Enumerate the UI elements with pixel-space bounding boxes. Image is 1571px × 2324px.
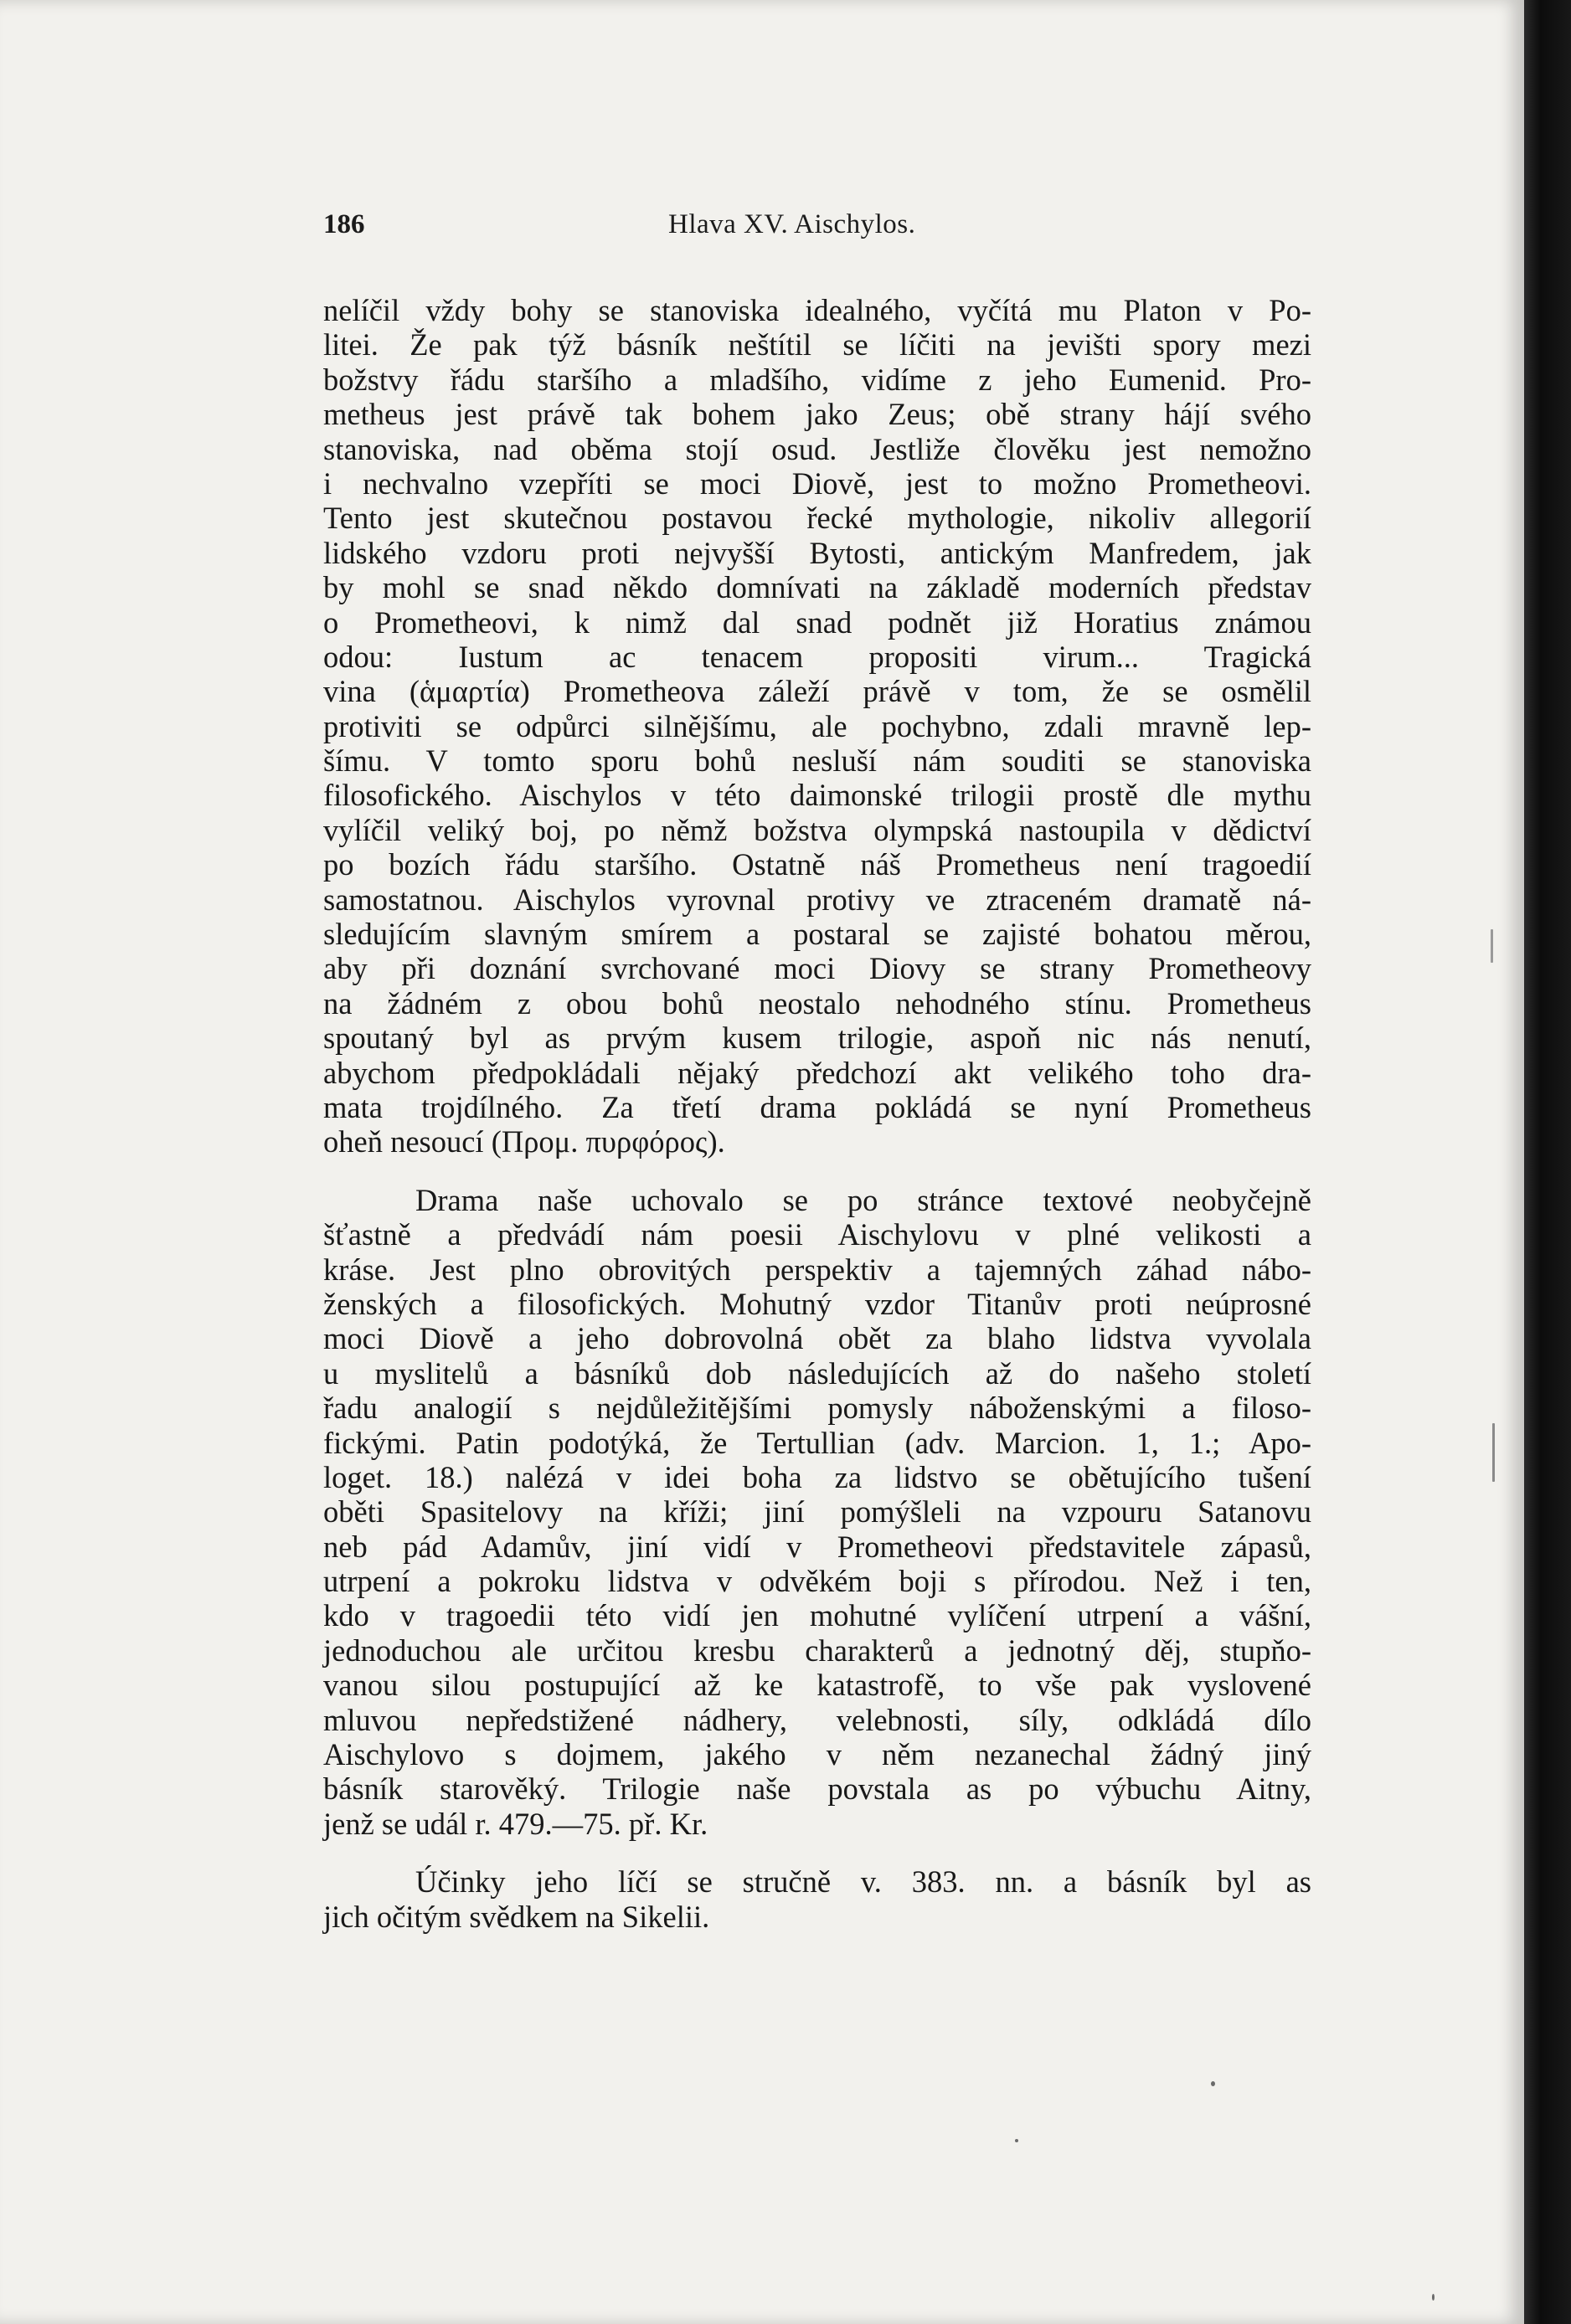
- text-line: oheň nesoucí (Προμ. πυρφόρος).: [323, 1124, 725, 1159]
- text-line: abychom předpokládali nějaký předchozí akt velikého toho dra-: [323, 1055, 1311, 1090]
- page-edge-shadow: [1524, 0, 1571, 2324]
- text-line: ženských a filosofických. Mohutný vzdor Titanův proti neúprosné: [323, 1286, 1311, 1321]
- text-line: nelíčil vždy bohy se stanoviska idealného, vyčítá mu Platon v Po-: [323, 293, 1311, 327]
- text-line: spoutaný byl as prvým kusem trilogie, aspoň nic nás nenutí,: [323, 1021, 1311, 1056]
- text-line: básník starověký. Trilogie naše povstala as po výbuchu Aitny,: [323, 1771, 1311, 1807]
- text-line: metheus jest právě tak bohem jako Zeus; obě strany hájí svého: [323, 397, 1311, 432]
- paragraph-2: [323, 1183, 1311, 1841]
- paragraph-1: [323, 293, 1311, 1159]
- speck: [1015, 2139, 1018, 2142]
- text-line: odou: Iustum ac tenacem propositi virum... Tragická: [323, 639, 1311, 674]
- text-line: Aischylovo s dojmem, jakého v něm nezanechal žádný jiný: [323, 1737, 1311, 1772]
- text-line: stanoviska, nad oběma stojí osud. Jestliže člověku jest nemožno: [323, 431, 1311, 466]
- text-line: loget. 18.) nalézá v idei boha za lidstvo se obětujícího tušení: [323, 1459, 1311, 1494]
- running-head: [323, 209, 1311, 260]
- text-line: kráse. Jest plno obrovitých perspektiv a tajemných záhad nábo-: [323, 1252, 1311, 1287]
- text-line: oběti Spasitelovy na kříži; jiní pomýšleli na vzpouru Satanovu: [323, 1494, 1311, 1530]
- speck: [1432, 2294, 1435, 2301]
- speck: [1491, 929, 1493, 963]
- text-line: kdo v tragoedii této vidí jen mohutné vylíčení utrpení a vášní,: [323, 1598, 1311, 1633]
- text-line: neb pád Adamův, jiní vidí v Prometheovi představitele zápasů,: [323, 1529, 1311, 1564]
- text-line: by mohl se snad někdo domnívati na základě moderních představ: [323, 570, 1311, 605]
- text-line: mata trojdílného. Za třetí drama pokládá se nyní Prometheus: [323, 1089, 1311, 1124]
- text-line: litei. Že pak týž básník neštítil se líčiti na jevišti spory mezi: [323, 327, 1311, 362]
- text-line: u myslitelů a básníků dob následujících až do našeho století: [323, 1355, 1311, 1391]
- text-line: božstvy řádu staršího a mladšího, vidíme z jeho Eumenid. Pro-: [323, 362, 1311, 397]
- text-line: řadu analogií s nejdůležitějšími pomysly náboženskými a filoso-: [323, 1391, 1311, 1426]
- text-line: fickými. Patin podotýká, že Tertullian (adv. Marcion. 1, 1.; Apo-: [323, 1425, 1311, 1460]
- text-line: vina (ἁμαρτία) Prometheova záleží právě v tom, že se osmělil: [323, 674, 1311, 709]
- text-line: Účinky jeho líčí se stručně v. 383. nn. a básník byl as: [415, 1864, 1311, 1900]
- paragraph-3: [323, 1864, 1311, 1934]
- text-line: šímu. V tomto sporu bohů nesluší nám souditi se stanoviska: [323, 743, 1311, 779]
- speck: [1492, 1423, 1495, 1482]
- text-line: moci Diově a jeho dobrovolná obět za blaho lidstva vyvolala: [323, 1321, 1311, 1356]
- text-line: o Prometheovi, k nimž dal snad podnět již Horatius známou: [323, 604, 1311, 640]
- text-line: sledujícím slavným smírem a postaral se zajisté bohatou měrou,: [323, 917, 1311, 952]
- text-line: aby při doznání svrchované moci Diovy se strany Prometheovy: [323, 951, 1311, 986]
- text-line: lidského vzdoru proti nejvyšší Bytosti, antickým Manfredem, jak: [323, 535, 1311, 570]
- text-line: na žádném z obou bohů neostalo nehodného stínu. Prometheus: [323, 985, 1311, 1021]
- text-line: vylíčil veliký boj, po němž božstva olympská nastoupila v dědictví: [323, 812, 1311, 847]
- speck: [1211, 2081, 1215, 2086]
- text-line: Drama naše uchovalo se po stránce textové neobyčejně: [415, 1182, 1311, 1217]
- chapter-title: Hlava XV. Aischylos.: [668, 209, 916, 239]
- text-line: filosofického. Aischylos v této daimonské trilogii prostě dle mythu: [323, 778, 1311, 813]
- text-line: i nechvalno vzepříti se moci Diově, jest to možno Prometheovi.: [323, 465, 1311, 501]
- text-line: po bozích řádu staršího. Ostatně náš Prometheus není tragoedií: [323, 847, 1311, 882]
- page-number: 186: [323, 209, 365, 239]
- text-line: jenž se udál r. 479.—75. př. Kr.: [323, 1806, 708, 1841]
- text-line: mluvou nepředstižené nádhery, velebnosti, síly, odkládá dílo: [323, 1702, 1311, 1737]
- body-text: [323, 293, 1311, 1934]
- text-line: protiviti se odpůrci silnějšímu, ale pochybno, zdali mravně lep-: [323, 708, 1311, 743]
- text-line: samostatnou. Aischylos vyrovnal protivy ve ztraceném dramatě ná-: [323, 882, 1311, 917]
- text-line: jich očitým svědkem na Sikelii.: [323, 1899, 710, 1934]
- text-line: Tento jest skutečnou postavou řecké mythologie, nikoliv allegorií: [323, 501, 1311, 536]
- text-line: šťastně a předvádí nám poesii Aischylovu v plné velikosti a: [323, 1217, 1311, 1252]
- text-line: utrpení a pokroku lidstva v odvěkém boji s přírodou. Než i ten,: [323, 1564, 1311, 1599]
- text-line: jednoduchou ale určitou kresbu charakterů a jednotný děj, stupňo-: [323, 1632, 1311, 1668]
- text-line: vanou silou postupující až ke katastrofě, to vše pak vyslovené: [323, 1668, 1311, 1703]
